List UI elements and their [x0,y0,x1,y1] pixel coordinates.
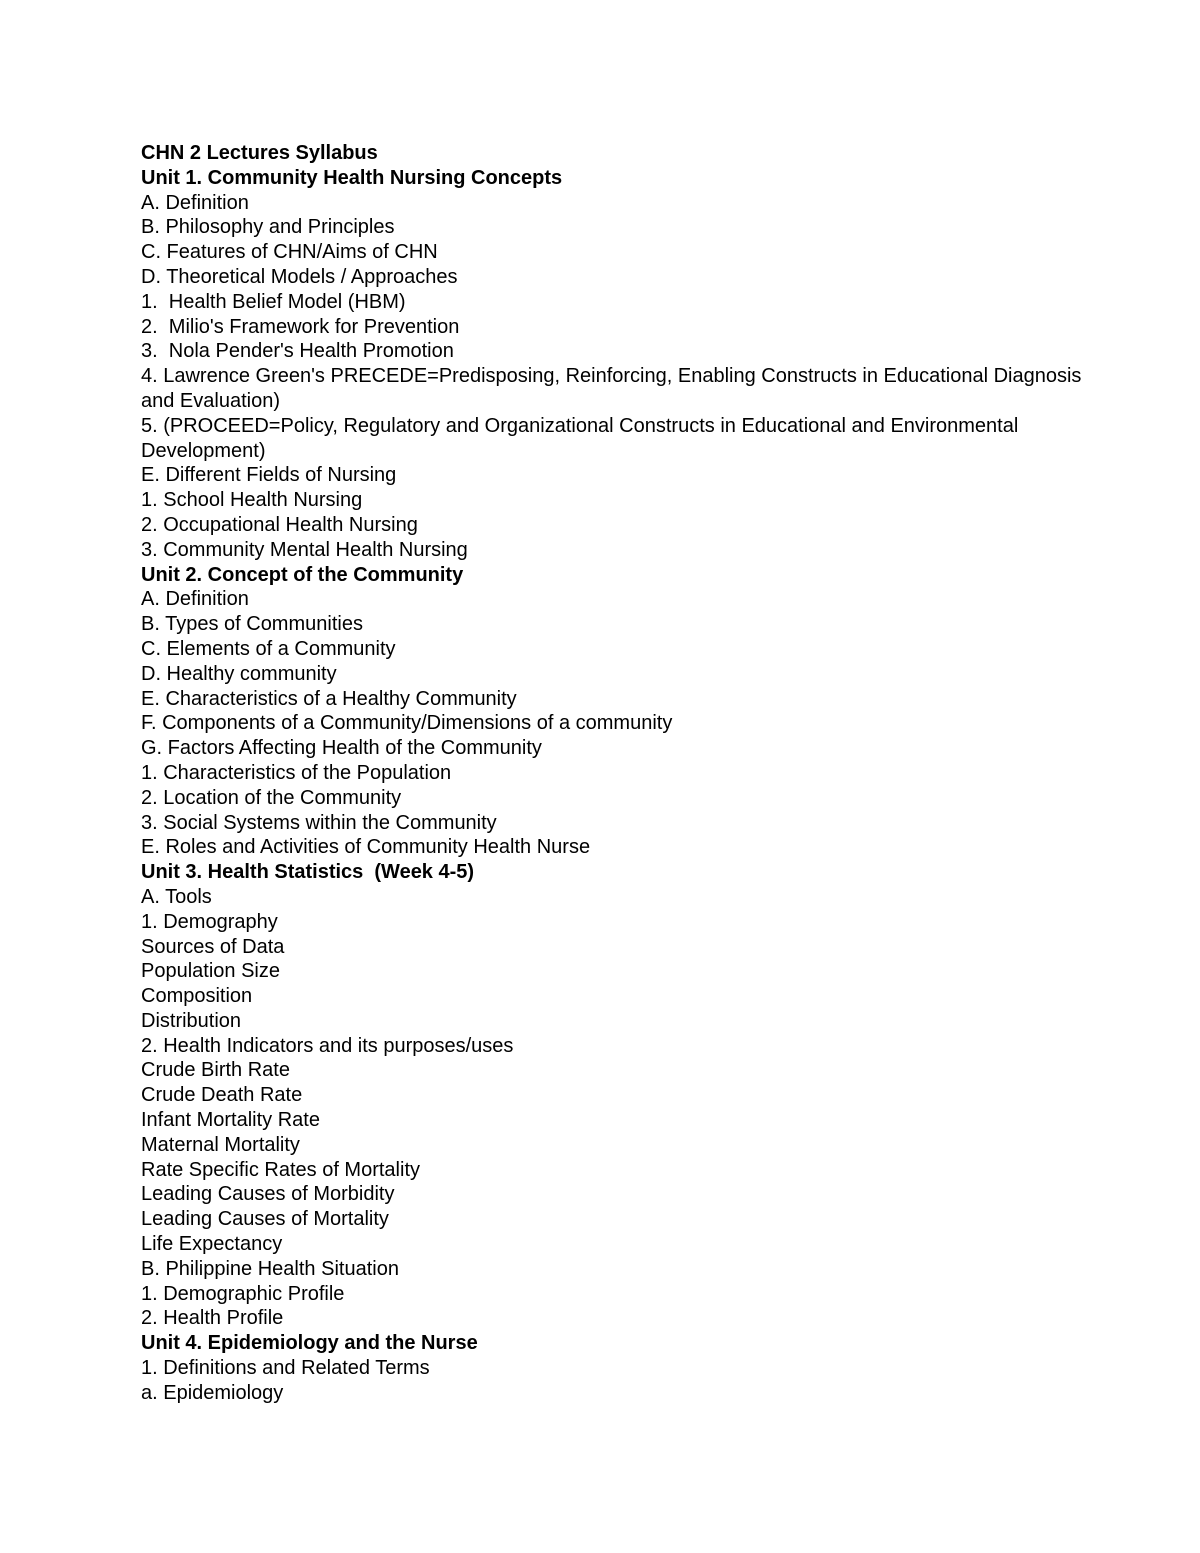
syllabus-line: 3. Social Systems within the Community [141,811,497,834]
syllabus-line: A. Definition [141,588,249,611]
syllabus-line: Infant Mortality Rate [141,1109,320,1132]
syllabus-line: 2. Health Profile [141,1307,284,1330]
syllabus-line: 2. Location of the Community [141,786,402,809]
syllabus-line: G. Factors Affecting Health of the Community [141,737,542,760]
syllabus-line: 1. Health Belief Model (HBM) [141,290,406,313]
syllabus-line: D. Healthy community [141,662,337,685]
syllabus-line: 3. Nola Pender's Health Promotion [141,340,454,363]
syllabus-line: a. Epidemiology [141,1381,284,1404]
syllabus-line: 2. Occupational Health Nursing [141,513,418,536]
syllabus-line: E. Different Fields of Nursing [141,464,397,487]
syllabus-line: A. Tools [141,885,212,908]
syllabus-line: C. Elements of a Community [141,637,396,660]
unit-heading: Unit 2. Concept of the Community [141,563,464,586]
syllabus-line: E. Roles and Activities of Community Health Nurse [141,836,591,859]
syllabus-line: B. Philippine Health Situation [141,1257,399,1280]
syllabus-line: B. Types of Communities [141,613,363,636]
unit-heading: Unit 1. Community Health Nursing Concepts [141,166,563,189]
syllabus-line: Leading Causes of Mortality [141,1208,389,1231]
syllabus-line: 4. Lawrence Green's PRECEDE=Predisposing, Reinforcing, Enabling Constructs in Educational Diagnosis and Evaluation) [141,365,1087,412]
syllabus-line: 1. Demography [141,910,278,933]
document-title: CHN 2 Lectures Syllabus [141,142,378,164]
syllabus-line: Distribution [141,1009,242,1032]
syllabus-line: Crude Death Rate [141,1084,303,1107]
unit-heading: Unit 3. Health Statistics (Week 4-5) [141,861,475,884]
syllabus-line: 2. Health Indicators and its purposes/uses [141,1034,514,1057]
syllabus-line: D. Theoretical Models / Approaches [141,265,458,288]
syllabus-line: Sources of Data [141,935,285,958]
syllabus-line: Population Size [141,960,280,983]
syllabus-line: Maternal Mortality [141,1133,300,1156]
syllabus-line: Life Expectancy [141,1233,283,1256]
syllabus-line: A. Definition [141,191,249,214]
syllabus-line: E. Characteristics of a Healthy Community [141,687,517,710]
syllabus-lines [141,166,1101,1406]
syllabus-line: 5. (PROCEED=Policy, Regulatory and Organizational Constructs in Educational and Environmental Development) [141,414,1024,462]
syllabus-line: Crude Birth Rate [141,1059,290,1082]
syllabus-line: C. Features of CHN/Aims of CHN [141,241,438,264]
syllabus-body [141,141,1101,1406]
syllabus-line: Leading Causes of Morbidity [141,1183,395,1206]
syllabus-line: Composition [141,985,253,1008]
syllabus-line: B. Philosophy and Principles [141,216,395,239]
syllabus-line: 1. Characteristics of the Population [141,761,452,784]
syllabus-line: 3. Community Mental Health Nursing [141,538,468,561]
syllabus-line: 1. Demographic Profile [141,1282,345,1305]
syllabus-line: 1. School Health Nursing [141,489,363,512]
syllabus-line: Rate Specific Rates of Mortality [141,1158,420,1181]
syllabus-line: 2. Milio's Framework for Prevention [141,315,460,338]
syllabus-line: F. Components of a Community/Dimensions of a community [141,712,673,735]
unit-heading: Unit 4. Epidemiology and the Nurse [141,1332,478,1355]
syllabus-line: 1. Definitions and Related Terms [141,1357,430,1380]
